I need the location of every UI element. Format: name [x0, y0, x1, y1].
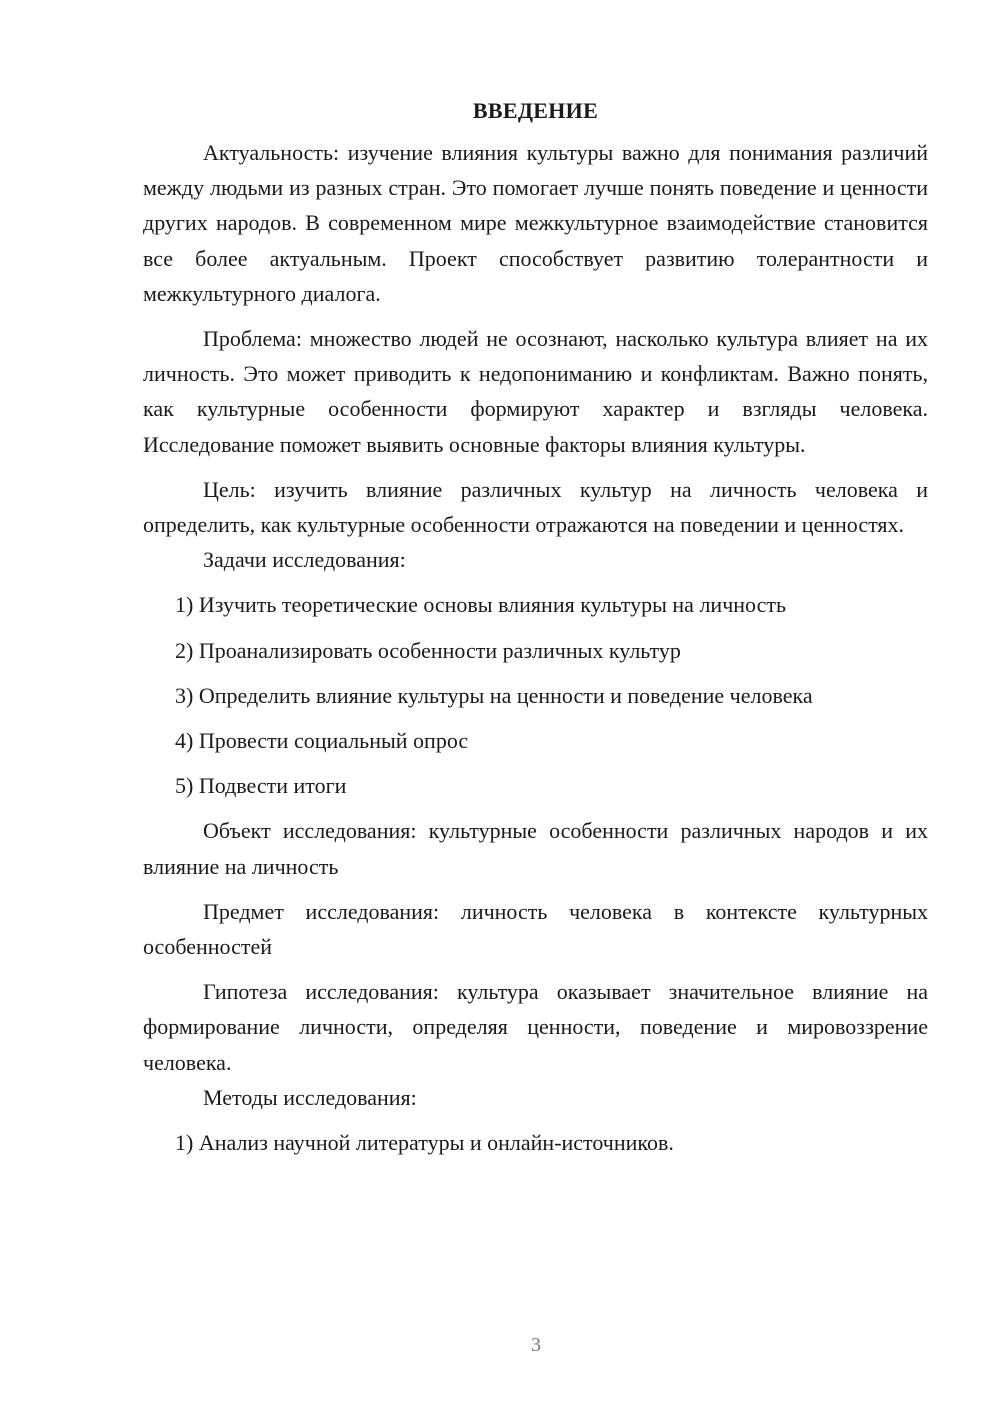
goal-paragraph: Цель: изучить влияние различных культур на личность человека и определить, как культурные особенности отражаются на поведении и ценностях.: [143, 476, 928, 538]
task-item-2: 2) Проанализировать особенности различных культур: [175, 637, 681, 663]
page-content: [143, 96, 928, 1160]
task-item-4: 4) Провести социальный опрос: [175, 728, 469, 754]
task-item-5: 5) Подвести итоги: [175, 773, 347, 799]
task-item-3: 3) Определить влияние культуры на ценности и поведение человека: [175, 682, 813, 708]
hypothesis-paragraph: Гипотеза исследования: культура оказывает значительное влияние на формирование личности, определяя ценности, поведение и мировоззрение человека.: [143, 979, 928, 1075]
task-item-1: 1) Изучить теоретические основы влияния культуры на личность: [175, 592, 786, 618]
page-title: ВВЕДЕНИЕ: [472, 98, 599, 123]
relevance-paragraph: Актуальность: изучение влияния культуры важно для понимания различий между людьми из разных стран. Это помогает лучше понять поведение и ценности других народов. В современном мире межкультурное взаимодействие становится все более актуальным. Проект способствует развитию толерантности и межкультурного диалога.: [143, 140, 928, 306]
tasks-label: Задачи исследования:: [203, 547, 406, 573]
object-paragraph: Объект исследования: культурные особенности различных народов и их влияние на личность: [143, 818, 928, 879]
methods-label: Методы исследования:: [203, 1084, 417, 1110]
subject-paragraph: Предмет исследования: личность человека в контексте культурных особенностей: [143, 898, 928, 960]
method-item-1: 1) Анализ научной литературы и онлайн-источников.: [175, 1130, 674, 1156]
problem-paragraph: Проблема: множество людей не осознают, насколько культура влияет на их личность. Это может приводить к недопониманию и конфликтам. Важно понять, как культурные особенности формируют характер и взгляды человека. Исследование поможет выявить основные факторы влияния культуры.: [143, 326, 928, 457]
page-number: 3: [531, 1334, 541, 1356]
